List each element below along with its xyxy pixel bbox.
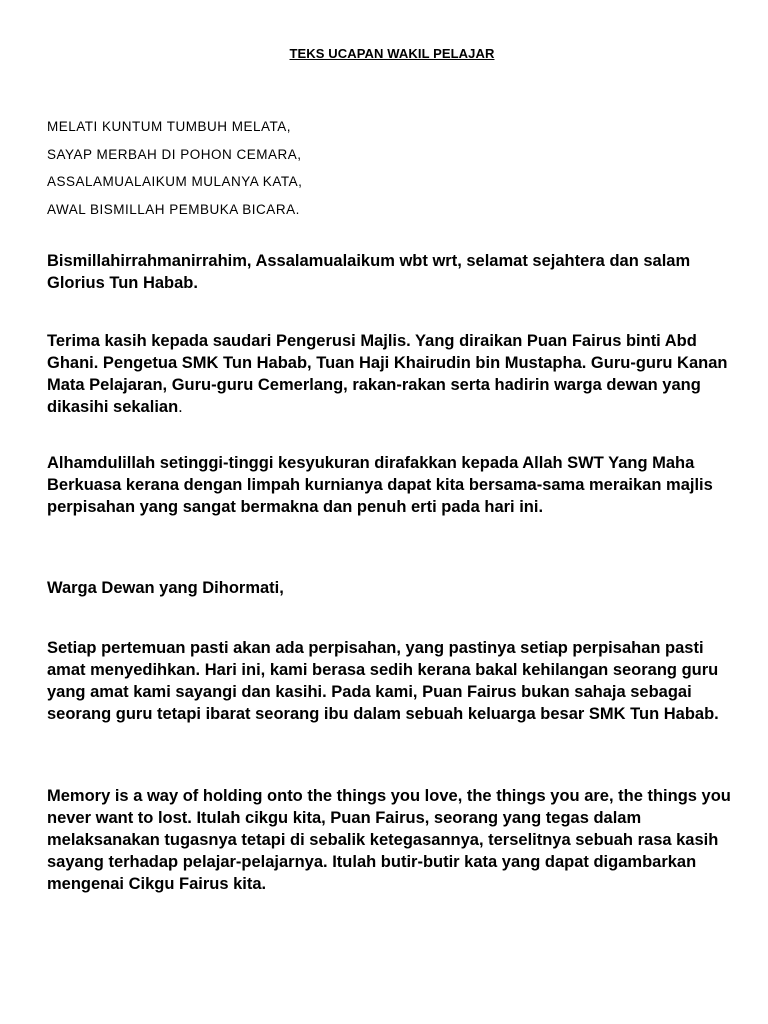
paragraph-memory: Memory is a way of holding onto the things you love, the things you are, the things you never want to lost. Itulah cikgu kita, Puan Fairus, seorang yang tegas dalam melaksanakan tugasnya tetapi di sebalik ketegasannya, terselitnya sebuah rasa kasih sayang terhadap pelajar-pelajarnya. Itulah butir-butir kata yang dapat digambarkan mengenai Cikgu Fairus kita.	[47, 787, 731, 893]
paragraph-farewell: Setiap pertemuan pasti akan ada perpisahan, yang pastinya setiap perpisahan pasti amat menyedihkan. Hari ini, kami berasa sedih kerana bakal kehilangan seorang guru yang amat kami sayangi dan kasihi. Pada kami, Puan Fairus bukan sahaja sebagai seorang guru tetapi ibarat seorang ibu dalam sebuah keluarga besar SMK Tun Habab.	[47, 639, 719, 723]
pantun-line: MELATI KUNTUM TUMBUH MELATA,	[47, 119, 292, 134]
paragraph-acknowledgement-period: .	[178, 398, 183, 416]
paragraph-acknowledgement-text: Terima kasih kepada saudari Pengerusi Majlis. Yang diraikan Puan Fairus binti Abd Ghani. Pengetua SMK Tun Habab, Tuan Haji Khairudin bin Mustapha. Guru-guru Kanan Mata Pelajaran, Guru-guru Cemerlang, rakan-rakan serta hadirin warga dewan yang dikasihi sekalian	[47, 332, 728, 416]
pantun-line: AWAL BISMILLAH PEMBUKA BICARA.	[47, 201, 300, 217]
document-title: TEKS UCAPAN WAKIL PELAJAR	[289, 46, 495, 61]
pantun-line: SAYAP MERBAH DI POHON CEMARA,	[47, 146, 302, 162]
paragraph-greeting: Bismillahirrahmanirrahim, Assalamualaikum wbt wrt, selamat sejahtera dan salam Glorius Tun Habab.	[47, 252, 691, 292]
pantun-verse	[47, 113, 302, 223]
pantun-line: ASSALAMUALAIKUM MULANYA KATA,	[47, 174, 303, 189]
paragraph-gratitude: Alhamdulillah setinggi-tinggi kesyukuran dirafakkan kepada Allah SWT Yang Maha Berkuasa kerana dengan limpah kurnianya dapat kita bersama-sama meraikan majlis perpisahan yang sangat bermakna dan penuh erti pada hari ini.	[47, 454, 713, 516]
paragraph-salutation: Warga Dewan yang Dihormati,	[47, 579, 284, 597]
paragraph-acknowledgement	[47, 330, 737, 418]
